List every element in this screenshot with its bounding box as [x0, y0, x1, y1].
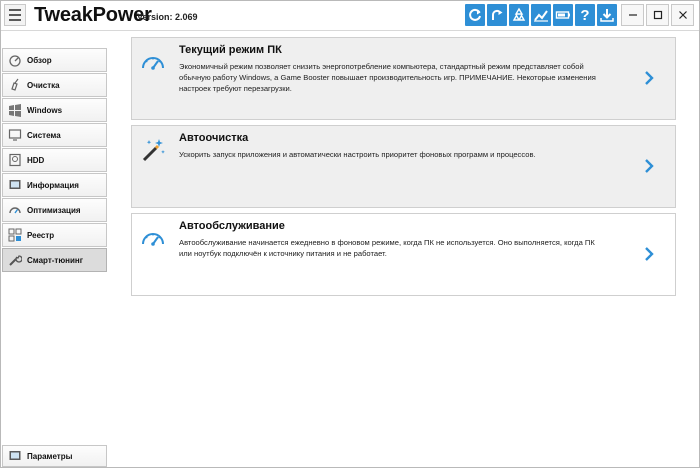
card-title: Автообслуживание — [179, 220, 285, 232]
redo-icon[interactable] — [487, 4, 507, 26]
sidebar-item-info[interactable] — [2, 173, 107, 197]
sidebar-item-label: Информация — [27, 180, 79, 190]
card-title: Текущий режим ПК — [179, 44, 282, 56]
sidebar-item-system[interactable] — [2, 123, 107, 147]
app-version: Version: 2.069 — [137, 12, 198, 22]
card-title: Автоочистка — [179, 132, 249, 144]
card-description: Ускорить запуск приложения и автоматически настроить приоритет фоновых программ и процессов. — [179, 150, 536, 159]
maximize-icon[interactable] — [646, 4, 669, 26]
app-title: TweakPower — [34, 4, 152, 26]
help-icon[interactable] — [575, 4, 595, 26]
info-icon — [8, 178, 22, 192]
settings-icon — [8, 449, 22, 463]
sidebar-item-cleanup[interactable] — [2, 73, 107, 97]
speedometer-icon — [139, 48, 167, 76]
system-icon — [8, 128, 22, 142]
cleanup-icon — [8, 78, 22, 92]
card-auto-cleanup[interactable] — [131, 125, 676, 208]
speedometer-icon — [139, 224, 167, 252]
close-icon[interactable] — [671, 4, 694, 26]
sidebar-item-label: Обзор — [27, 55, 52, 65]
recycle-icon[interactable] — [509, 4, 529, 26]
magic-wand-icon — [139, 136, 167, 164]
battery-icon[interactable] — [553, 4, 573, 26]
hdd-icon — [8, 153, 22, 167]
download-icon[interactable] — [597, 4, 617, 26]
sidebar-item-label: Очистка — [27, 80, 60, 90]
chevron-right-icon[interactable] — [642, 157, 656, 175]
sidebar-item-settings[interactable] — [2, 445, 107, 467]
card-description: Автообслуживание начинается ежедневно в фоновом режиме, когда ПК не используется. Оно выполняется, когда ПК или ноутбук подключён к источнику питания и не работает. — [179, 238, 595, 259]
card-current-mode[interactable] — [131, 37, 676, 120]
card-description: Экономичный режим позволяет снизить энергопотребление компьютера, стандартный режим представляет собой обычную работу Windows, а Game Booster повышает производительность игр. ПРИМЕЧАНИЕ. Некоторые изменения настроек требуют перезагрузки. — [179, 62, 596, 94]
overview-icon — [8, 53, 22, 67]
sidebar-item-label: HDD — [27, 155, 45, 165]
settings-label: Параметры — [27, 451, 73, 461]
sidebar-item-overview[interactable] — [2, 48, 107, 72]
sidebar-item-hdd[interactable] — [2, 148, 107, 172]
sidebar-item-label: Оптимизация — [27, 205, 81, 215]
title-bar — [1, 1, 699, 31]
registry-icon — [8, 228, 22, 242]
sidebar-item-windows[interactable] — [2, 98, 107, 122]
chevron-right-icon[interactable] — [642, 245, 656, 263]
sidebar-item-label: Реестр — [27, 230, 55, 240]
window-controls — [621, 4, 694, 26]
sidebar-item-label: Система — [27, 130, 61, 140]
sidebar-item-optimization[interactable] — [2, 198, 107, 222]
sidebar-item-label: Смарт-тюнинг — [27, 255, 84, 265]
smart-tuning-icon — [8, 253, 22, 267]
sidebar-item-label: Windows — [27, 105, 63, 115]
minimize-icon[interactable] — [621, 4, 644, 26]
chart-icon[interactable] — [531, 4, 551, 26]
card-auto-maintenance[interactable] — [131, 213, 676, 296]
toolbar — [465, 4, 617, 26]
sidebar-item-smart-tuning[interactable] — [2, 248, 107, 272]
windows-icon — [8, 103, 22, 117]
help-glyph: ? — [580, 6, 590, 24]
menu-icon[interactable] — [4, 4, 26, 26]
chevron-right-icon[interactable] — [642, 69, 656, 87]
sidebar-item-registry[interactable] — [2, 223, 107, 247]
optimization-icon — [8, 203, 22, 217]
refresh-icon[interactable] — [465, 4, 485, 26]
